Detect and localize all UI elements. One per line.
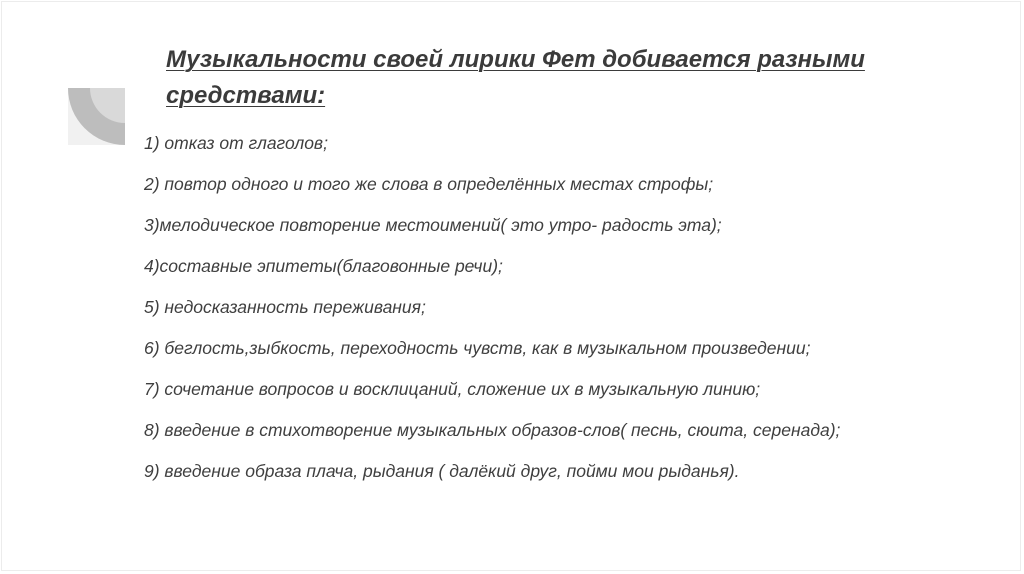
quarter-ring-ornament-icon [68,88,125,145]
list-item: 9) введение образа плача, рыдания ( далёкий друг, пойми мои рыданья). [144,461,740,481]
list-item: 4)составные эпитеты(благовонные речи); [144,256,503,276]
list-item: 3)мелодическое повторение местоимений( это утро- радость эта); [144,215,722,235]
item-list [144,132,944,482]
list-item: 7) сочетание вопросов и восклицаний, сложение их в музыкальную линию; [144,379,761,399]
list-item: 6) беглость,зыбкость, переходность чувств, как в музыкальном произведении; [144,338,811,358]
list-item: 1) отказ от глаголов; [144,133,328,153]
list-item: 8) введение в стихотворение музыкальных образов-слов( песнь, сюита, серенада); [144,420,841,440]
list-item: 2) повтор одного и того же слова в определённых местах строфы; [144,174,714,194]
slide-title: Музыкальности своей лирики Фет добивается разными средствами: [166,46,865,109]
list-item: 5) недосказанность переживания; [144,297,426,317]
